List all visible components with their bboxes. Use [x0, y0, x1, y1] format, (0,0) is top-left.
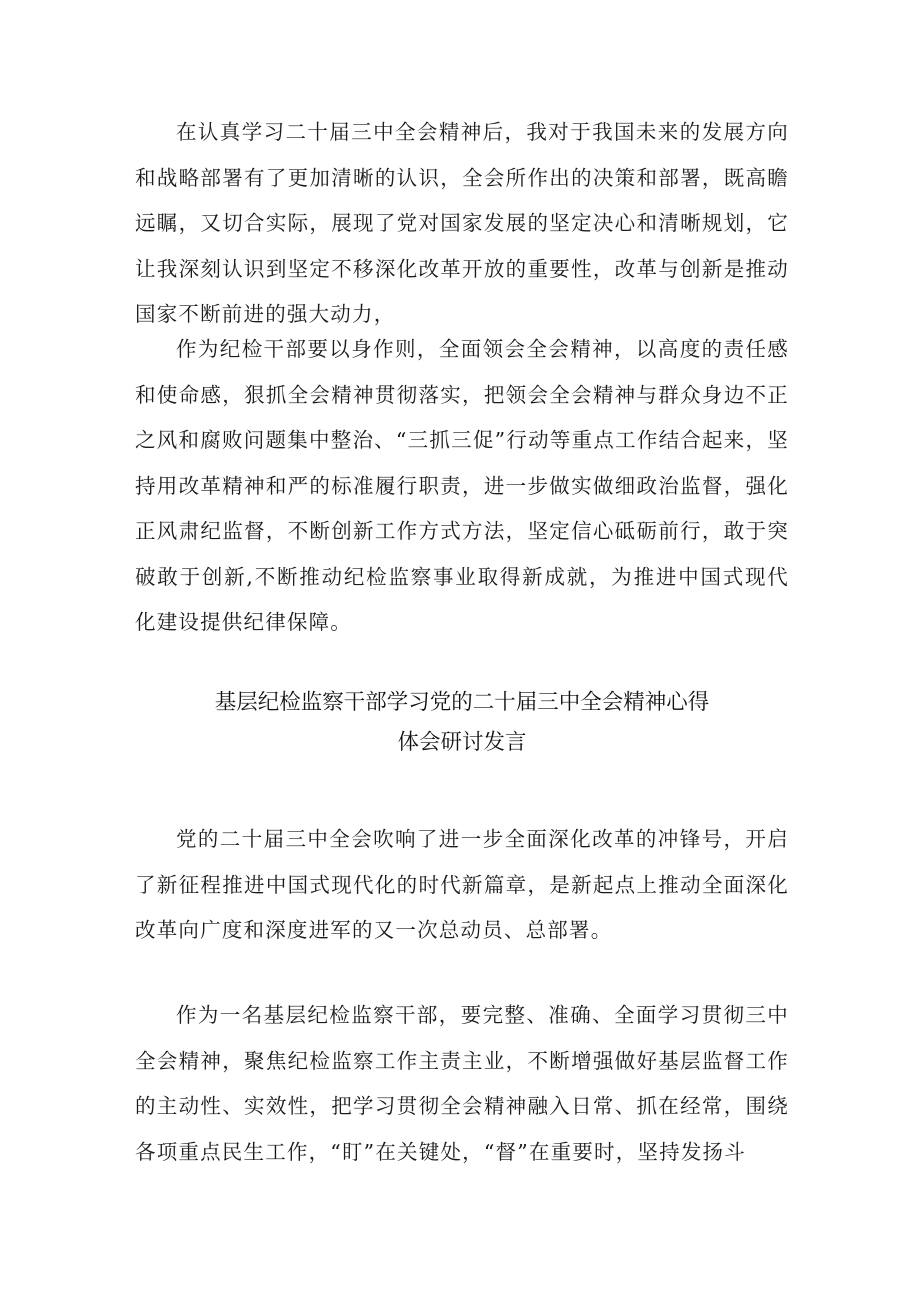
body-paragraph: 党的二十届三中全会吹响了进一步全面深化改革的冲锋号，开启了新征程推进中国式现代化的时代新篇章，是新起点上推动全面深化改革向广度和深度进军的又一次总动员、总部署。: [135, 827, 789, 942]
body-paragraph: 作为一名基层纪检监察干部，要完整、准确、全面学习贯彻三中全会精神，聚焦纪检监察工作主责主业，不断增强做好基层监督工作的主动性、实效性，把学习贯彻全会精神融入日常、抓在经常，围绕各项重点民生工作，“盯”在关键处，“督”在重要时，坚持发扬斗: [135, 1003, 789, 1164]
body-paragraph: 在认真学习二十届三中全会精神后，我对于我国未来的发展方向和战略部署有了更加清晰的认识，全会所作出的决策和部署，既高瞻远瞩，又切合实际，展现了党对国家发展的坚定决心和清晰规划，它让我深刻认识到坚定不移深化改革开放的重要性，改革与创新是推动国家不断前进的强大动力，: [135, 120, 789, 326]
body-paragraph: 作为纪检干部要以身作则，全面领会全会精神，以高度的责任感和使命感，狠抓全会精神贯彻落实，把领会全会精神与群众身边不正之风和腐败问题集中整治、“三抓三促”行动等重点工作结合起来，坚持用改革精神和严的标准履行职责，进一步做实做细政治监督，强化正风肃纪监督，不断创新工作方式方法，坚定信心砥砺前行，敢于突破敢于创新,不断推动纪检监察事业取得新成就，为推进中国式现代化建设提供纪律保障。: [135, 337, 789, 634]
section-heading: [135, 683, 789, 763]
section-heading-line-1: 基层纪检监察干部学习党的二十届三中全会精神心得: [214, 690, 710, 715]
section-heading-line-2: 体会研讨发言: [397, 730, 527, 755]
